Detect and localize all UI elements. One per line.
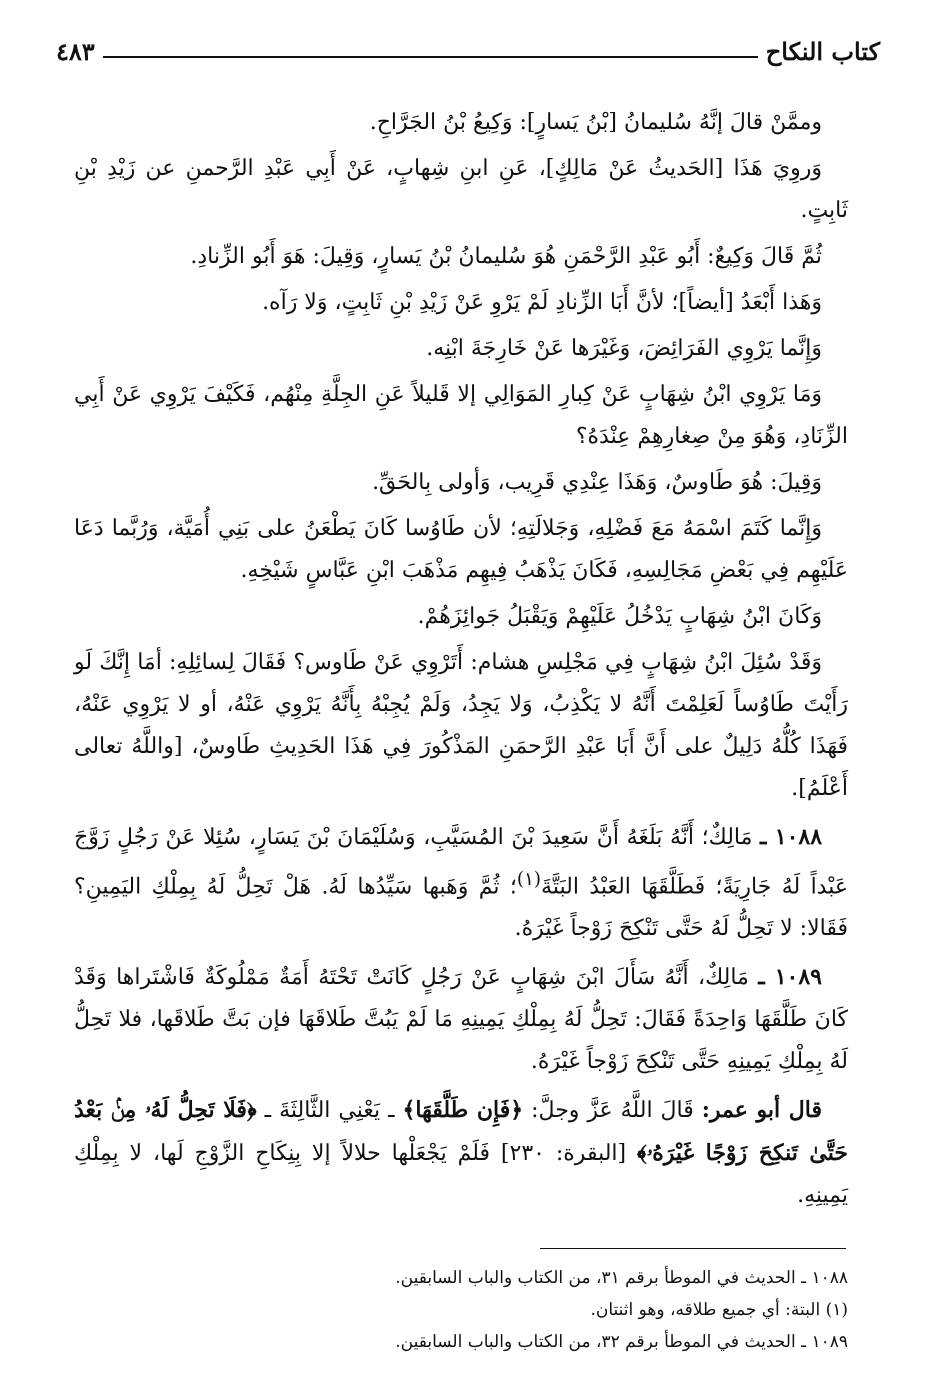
running-title: كتاب النكاح bbox=[765, 37, 880, 66]
paragraph: وَإِنَّما يَرْوِي الفَرَائِضَ، وَغَيْرَها عَنْ خَارِجَةَ ابْنِه. bbox=[426, 336, 822, 361]
abu-umar-label: قال أبو عمر: bbox=[701, 1097, 822, 1124]
page-number: ٤٨٣ bbox=[56, 37, 95, 66]
hadith-number: ١٠٨٨ ـ bbox=[760, 824, 823, 850]
footnote: ١٠٨٨ ـ الحديث في الموطأ برقم ٣١، من الكتاب والباب السابقين. bbox=[395, 1268, 848, 1288]
quran-quote: ﴿فَإِن طَلَّقَهَا﴾ bbox=[402, 1097, 524, 1124]
hadith-text: مَالِكٌ؛ أَنَّهُ بَلَغَهُ أَنَّ سَعِيدَ بْنَ المُسَيَّبِ، وَسُلَيْمَانَ بْنَ يَسَارٍ، سُئِلا عَنْ رَجُلٍ زَوَّجَ عَبْداً لَهُ جَارِيَةً؛ فَطَلَّقَهَا العَبْدُ البَتَّةَ bbox=[74, 825, 848, 900]
paragraph: وَمَا يَرْوِي ابْنُ شِهَابٍ عَنْ كِبارِ المَوَالِي إلا قَليلاً عَنِ الجِلَّةِ مِنْهُم، فَكَيْفَ يَرْوِي عَنْ أَبِي الزِّنَادِ، وَهُوَ مِنْ صِغارِهِمْ عِنْدَهُ؟ bbox=[74, 382, 848, 449]
footnote: ١٠٨٩ ـ الحديث في الموطأ برقم ٣٢، من الكتاب والباب السابقين. bbox=[395, 1332, 848, 1352]
paragraph: وَقِيلَ: هُوَ طَاوسٌ، وَهَذَا عِنْدِي قَرِيب، وَأولى بِالحَقِّ. bbox=[372, 470, 822, 495]
hadith-number: ١٠٨٩ ـ bbox=[758, 964, 822, 991]
abu-umar-commentary bbox=[74, 1089, 848, 1217]
quran-quote: ﴿فَلَا تَحِلُّ لَهُۥ مِنۢ بَعْدُ حَتَّىٰ تَنكِحَ زَوْجًا غَيْرَهُۥ﴾ bbox=[74, 1097, 848, 1167]
footnotes bbox=[74, 1262, 848, 1358]
footnote: (١) البتة: أي جميع طلاقه، وهو اثنتان. bbox=[590, 1300, 848, 1320]
hadith-1088 bbox=[74, 816, 848, 950]
footnote-separator bbox=[540, 1248, 846, 1249]
commentary-text: ـ يَعْنِي الثَّالِثَةَ ـ bbox=[264, 1098, 395, 1124]
page-header bbox=[56, 22, 880, 66]
header-rule bbox=[103, 56, 758, 58]
paragraph: وَكَانَ ابْنُ شِهَابٍ يَدْخُلُ عَلَيْهِمْ وَيَقْبَلُ جَوائِزَهُمْ. bbox=[417, 604, 822, 629]
paragraph: وممَّنْ قالَ إنَّهُ سُليمانُ [بْنُ يَسارٍ]: وَكِيعُ بْنُ الجَرَّاحِ. bbox=[369, 110, 822, 135]
paragraph: وَروِيَ هَذَا [الحَديثُ عَنْ مَالِكٍ]، عَنِ ابنِ شِهابٍ، عَنْ أَبِي عَبْدِ الرَّحمنِ عن زَيْدِ بْنِ ثَابِتٍ. bbox=[74, 156, 848, 223]
paragraph: ثُمَّ قَالَ وَكِيعٌ: أَبُو عَبْدِ الرَّحْمَنِ هُوَ سُليمانُ بْنُ يَسارٍ، وَقِيلَ: هَوَ أَبُو الزِّنادِ. bbox=[190, 244, 822, 269]
commentary-text: [البقرة: ٢٣٠] فَلَمْ يَجْعَلْها حلالاً إلا بِنِكَاحِ الزَّوْجِ لَها، لا بِمِلْكِ يَمِينِهِ. bbox=[74, 1141, 848, 1209]
commentary-text: قَالَ اللَّهُ عَزَّ وجلَّ: bbox=[531, 1098, 694, 1124]
paragraph: وَهَذا أَبْعَدُ [أيضاً]؛ لأنَّ أَبَا الزِّنادِ لَمْ يَرْوِ عَنْ زَيْدِ بْنِ ثَابِتٍ، وَلا رَآه. bbox=[262, 290, 822, 315]
hadith-text: مَالِكٌ، أَنَّهُ سَأَلَ ابْنَ شِهَابٍ عَنْ رَجُلٍ كَانَتْ تَحْتَهُ أَمَةٌ مَمْلُوكَةٌ فَاشْتَراها وَقَدْ كَانَ طَلَّقَهَا وَاحِدَةً فَقَالَ: تَحِلُّ لَهُ بِمِلْكِ يَمِينِهِ مَا لَمْ يَبُتَّ طَلاقَهَا فإن بَتَّ طَلاقَها، فلا تَحِلُّ لَهُ بِمِلْكِ يَمِينِهِ حَتَّى تَنْكِحَ زَوْجاً غَيْرَهُ. bbox=[74, 965, 848, 1075]
hadith-1089 bbox=[74, 956, 848, 1083]
paragraph: وَقَدْ سُئِلَ ابْنُ شِهَابٍ فِي مَجْلِسِ هشام: أَتَرْوِي عَنْ طَاوس؟ فَقَالَ لِسائِلِهِ: أمَا إِنَّكَ لَو رَأَيْتَ طَاوُساً لَعَلِمْتَ أَنَّهُ لا يَكْذِبُ، وَلا يَجِدُ، وَلَمْ يُجِبْهُ بِأَنَّهُ يَرْوِي عَنْهُ، أو لا يَرْوِي عَنْهُ، فَهَذَا كُلُّهُ دَلِيلٌ على أَنَّ أَبَا عَبْدِ الرَّحمَنِ المَذْكُورَ فِي هَذَا الحَدِيثِ طَاوسٌ، [واللَّهُ تعالى أَعْلَمُ]. bbox=[74, 650, 848, 801]
paragraph: وَإِنَّما كَتَمَ اسْمَهُ مَعَ فَضْلِهِ، وَجَلالَتِهِ؛ لأن طَاوُسا كَانَ يَطْعَنُ على بَنِي أُمَيَّة، وَرُبَّما دَعَا عَلَيْهِم فِي بَعْضِ مَجَالِسِهِ، فَكَانَ يَذْهَبُ فِيهِم مَذْهَبَ ابْنِ عَبَّاسٍ شَيْخِهِ. bbox=[74, 516, 848, 583]
hadith-text-continued: ؛ ثُمَّ وَهَبها سَيِّدُها لَهُ. هَلْ تَحِلُّ لَهُ بِمِلْكِ اليَمِينِ؟ فَقَالا: لا تَحِلُّ لَهُ حَتَّى تَنْكِحَ زَوْجاً غَيْرَهُ. bbox=[74, 874, 848, 942]
main-text bbox=[74, 102, 848, 1223]
footnote-ref[interactable]: (١) bbox=[516, 869, 542, 890]
